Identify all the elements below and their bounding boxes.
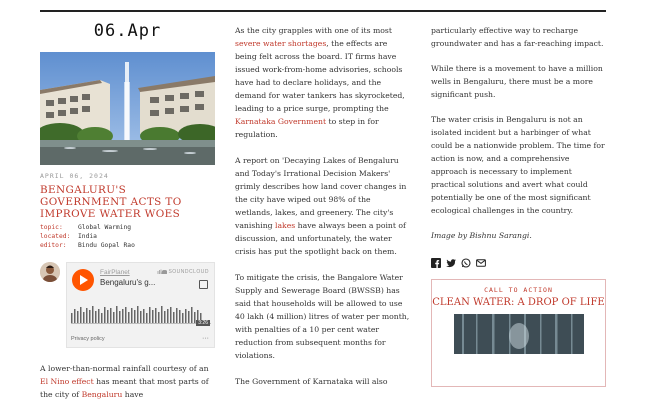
cta-image[interactable] [454,314,584,354]
karnataka-government-link[interactable]: Karnataka Government [235,117,327,126]
article-hero-image[interactable] [40,52,215,165]
text-span: A lower-than-normal rainfall courtesy of an [40,364,209,373]
meta-row-topic [40,223,215,232]
col3-paragraph-3: The water crisis in Bengaluru is not an isolated incident but a harbinger of what could be a nationwide problem. The time for action is now, and a comprehensive approach is necessary to implement practical solutions and avert what could potentially be one of the most significant ecological challenges in the country. [431,115,605,215]
cta-label: CALL TO ACTION [484,286,553,294]
meta-key: located: [40,233,71,240]
article-title: BENGALURU'S GOVERNMENT ACTS TO IMPROVE WATER WOES [40,184,182,220]
privacy-policy-link[interactable]: Privacy policy [71,336,105,342]
facebook-icon[interactable] [431,258,441,268]
article-meta [40,223,215,250]
call-to-action-card[interactable] [431,279,606,387]
meta-topic-link[interactable]: Global Warming [78,224,132,231]
col2-paragraph-3: To mitigate the crisis, the Bangalore Water Supply and Sewerage Board (BWSSB) has said that households will be allowed to use 40 lakh (4 million) litres of water per month, with penalties of a 10 per cent water reduction from subsequent months for violations. [235,273,410,360]
more-dots-icon[interactable]: ··· [202,335,209,342]
cta-title[interactable]: CLEAN WATER: A DROP OF LIFE [432,297,605,308]
text-span: As the city grapples with one of its most [235,26,392,35]
meta-row-editor [40,241,215,250]
audio-player-row [40,262,215,348]
email-icon[interactable] [476,258,486,268]
soundcloud-player[interactable] [66,262,215,348]
image-credit: Image by Bishnu Sarangi. [431,231,532,240]
soundcloud-username[interactable]: FairPlanet [100,269,130,276]
lakes-link[interactable]: lakes [275,221,296,230]
track-duration: 3:26 [198,320,208,326]
meta-editor-link[interactable]: Bindu Gopal Rao [78,242,135,249]
col2-paragraph-4: The Government of Karnataka will also [235,377,388,386]
date-display: 06.Apr [93,21,162,41]
play-icon[interactable] [72,269,94,291]
fountain-campus-photo [40,52,215,165]
text-span: have always been a point of discussion, and unfortunately, the water crisis has put the spotlight back on them. [235,221,406,256]
col2-paragraph-2 [235,154,410,258]
text-span: to step in for regulation. [235,117,379,139]
whatsapp-icon[interactable] [461,258,471,268]
col3-paragraph-1: particularly effective way to recharge groundwater and has a far-reaching impact. [431,26,604,48]
middle-column [235,12,410,388]
share-bar [431,258,606,268]
soundcloud-logo[interactable] [157,269,209,275]
article-date: APRIL 06, 2024 [40,172,109,180]
text-span: have [122,390,144,399]
text-span: , the effects are being felt across the board. IT firms have issued work-from-home advisories, schools have had to declare holidays, and the demand for water tankers has skyrocketed, leading to a price surge, prompting the [235,39,405,113]
col3-paragraph-2: While there is a movement to have a million wells in Bengaluru, there must be a more significant push. [431,64,603,99]
el-nino-link[interactable]: El Nino effect [40,377,94,386]
meta-location-link[interactable]: India [78,233,97,240]
twitter-icon[interactable] [446,258,456,268]
track-title[interactable]: Bengaluru's g... [100,278,156,287]
text-span: A report on 'Decaying Lakes of Bengaluru and Today's Irrational Decision Makers' grimly describes how land cover changes in the city have wiped out 98% of the wetlands, lakes, and greenery. The city's vanishing [235,156,407,230]
editor-avatar [40,262,60,282]
bengaluru-link[interactable]: Bengaluru [81,390,123,399]
meta-key: topic: [40,224,63,231]
water-shortages-link[interactable]: severe water shortages [235,39,327,48]
meta-row-location [40,232,215,241]
share-icon[interactable] [199,280,208,289]
waveform[interactable] [71,301,211,329]
right-column [431,12,606,387]
meta-key: editor: [40,242,67,249]
col1-paragraph [40,362,215,401]
left-column [40,12,215,401]
soundcloud-brand-text: SOUNDCLOUD [168,269,209,275]
col2-paragraph-1 [235,24,410,141]
text-span: has meant that most parts of the city of [40,377,209,399]
soundcloud-cloud-icon [157,269,167,274]
water-drops-photo [454,314,584,354]
